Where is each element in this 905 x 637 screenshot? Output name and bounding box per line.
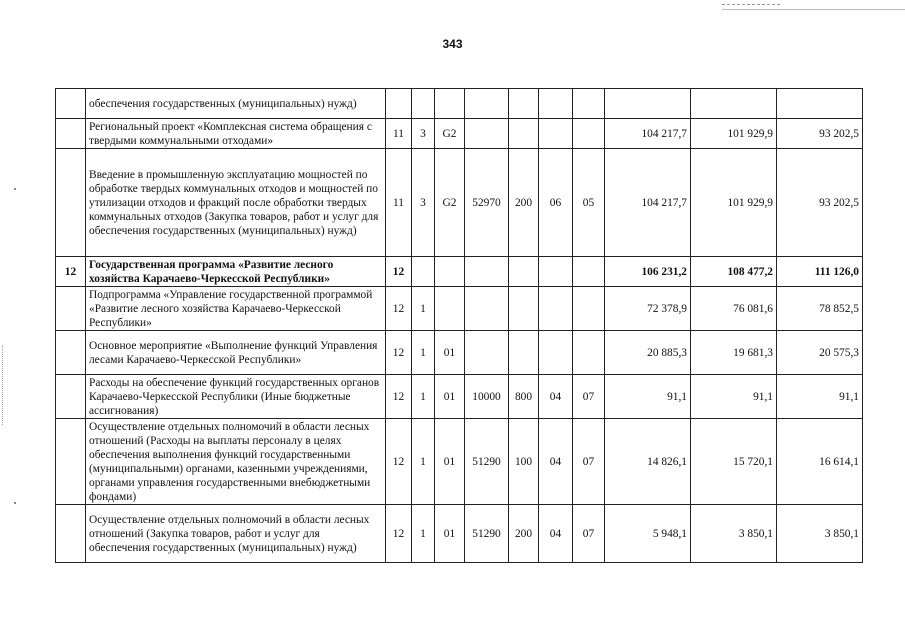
item-name-cell: обеспечения государственных (муниципальных) нужд) xyxy=(86,89,386,119)
program-code-cell: 11 xyxy=(386,119,412,149)
section-cell: 04 xyxy=(539,419,573,505)
table-row xyxy=(56,419,863,505)
direction-code-cell xyxy=(465,331,509,375)
amount-year1-cell xyxy=(605,89,691,119)
item-name-cell: Основное мероприятие «Выполнение функций Управления лесами Карачаево-Черкесской Республики» xyxy=(86,331,386,375)
direction-code-cell: 10000 xyxy=(465,375,509,419)
amount-year2-cell: 108 477,2 xyxy=(691,257,777,287)
amount-year1-cell: 72 378,9 xyxy=(605,287,691,331)
amount-year2-cell: 76 081,6 xyxy=(691,287,777,331)
subsection-cell: 05 xyxy=(573,149,605,257)
activity-code-cell xyxy=(435,257,465,287)
subprogram-code-cell xyxy=(412,257,435,287)
direction-code-cell xyxy=(465,89,509,119)
amount-year1-cell: 91,1 xyxy=(605,375,691,419)
amount-year2-cell: 101 929,9 xyxy=(691,149,777,257)
table-row xyxy=(56,505,863,563)
subsection-cell xyxy=(573,257,605,287)
page-number: 343 xyxy=(442,37,463,51)
expense-type-cell: 800 xyxy=(509,375,539,419)
expense-type-cell: 100 xyxy=(509,419,539,505)
table-row xyxy=(56,89,863,119)
amount-year3-cell: 91,1 xyxy=(777,375,863,419)
direction-code-cell xyxy=(465,287,509,331)
amount-year1-cell: 20 885,3 xyxy=(605,331,691,375)
expense-type-cell: 200 xyxy=(509,149,539,257)
margin-scan-marks xyxy=(2,345,5,425)
amount-year1-cell: 5 948,1 xyxy=(605,505,691,563)
subsection-cell xyxy=(573,89,605,119)
section-cell: 06 xyxy=(539,149,573,257)
item-name-cell: Осуществление отдельных полномочий в области лесных отношений (Расходы на выплаты персоналу в целях обеспечения выполнения функций государственными (муниципальными) органами, казенными учреждениями, органами управления государственными внебюджетными фондами) xyxy=(86,419,386,505)
section-cell xyxy=(539,287,573,331)
amount-year1-cell: 104 217,7 xyxy=(605,149,691,257)
table-row xyxy=(56,287,863,331)
item-name-cell: Введение в промышленную эксплуатацию мощностей по обработке твердых коммунальных отходов и мощностей по утилизации отходов и фракций после обработки твердых коммунальных отходов (Закупка товаров, работ и услуг для обеспечения государственных (муниципальных) нужд) xyxy=(86,149,386,257)
program-code-cell: 12 xyxy=(386,505,412,563)
amount-year3-cell: 20 575,3 xyxy=(777,331,863,375)
program-code-cell: 12 xyxy=(386,375,412,419)
subprogram-code-cell: 3 xyxy=(412,119,435,149)
amount-year3-cell: 93 202,5 xyxy=(777,149,863,257)
amount-year3-cell: 93 202,5 xyxy=(777,119,863,149)
subsection-cell xyxy=(573,119,605,149)
section-cell xyxy=(539,331,573,375)
expense-type-cell: 200 xyxy=(509,505,539,563)
direction-code-cell xyxy=(465,257,509,287)
program-code-cell: 12 xyxy=(386,287,412,331)
row-number-cell: 12 xyxy=(56,257,86,287)
section-cell: 04 xyxy=(539,505,573,563)
program-code-cell xyxy=(386,89,412,119)
amount-year3-cell: 3 850,1 xyxy=(777,505,863,563)
expense-type-cell xyxy=(509,287,539,331)
table-row xyxy=(56,257,863,287)
section-cell: 04 xyxy=(539,375,573,419)
subprogram-code-cell: 3 xyxy=(412,149,435,257)
amount-year2-cell: 101 929,9 xyxy=(691,119,777,149)
subprogram-code-cell xyxy=(412,89,435,119)
amount-year3-cell xyxy=(777,89,863,119)
activity-code-cell: G2 xyxy=(435,149,465,257)
table-row xyxy=(56,375,863,419)
section-cell xyxy=(539,119,573,149)
section-cell xyxy=(539,257,573,287)
activity-code-cell xyxy=(435,89,465,119)
amount-year2-cell: 91,1 xyxy=(691,375,777,419)
activity-code-cell: G2 xyxy=(435,119,465,149)
subprogram-code-cell: 1 xyxy=(412,375,435,419)
top-dash-line xyxy=(722,4,780,5)
amount-year2-cell: 15 720,1 xyxy=(691,419,777,505)
section-cell xyxy=(539,89,573,119)
activity-code-cell: 01 xyxy=(435,419,465,505)
item-name-cell: Расходы на обеспечение функций государственных органов Карачаево-Черкесской Республики (Иные бюджетные ассигнования) xyxy=(86,375,386,419)
amount-year1-cell: 104 217,7 xyxy=(605,119,691,149)
budget-table xyxy=(55,88,863,563)
program-code-cell: 12 xyxy=(386,257,412,287)
subsection-cell: 07 xyxy=(573,375,605,419)
row-number-cell xyxy=(56,505,86,563)
amount-year2-cell: 19 681,3 xyxy=(691,331,777,375)
expense-type-cell xyxy=(509,331,539,375)
direction-code-cell: 52970 xyxy=(465,149,509,257)
subprogram-code-cell: 1 xyxy=(412,505,435,563)
activity-code-cell: 01 xyxy=(435,505,465,563)
amount-year2-cell xyxy=(691,89,777,119)
activity-code-cell: 01 xyxy=(435,331,465,375)
subprogram-code-cell: 1 xyxy=(412,331,435,375)
row-number-cell xyxy=(56,419,86,505)
row-number-cell xyxy=(56,287,86,331)
table-row xyxy=(56,331,863,375)
program-code-cell: 11 xyxy=(386,149,412,257)
top-edge-line xyxy=(722,9,905,10)
subprogram-code-cell: 1 xyxy=(412,419,435,505)
row-number-cell xyxy=(56,331,86,375)
amount-year2-cell: 3 850,1 xyxy=(691,505,777,563)
amount-year3-cell: 16 614,1 xyxy=(777,419,863,505)
subsection-cell: 07 xyxy=(573,505,605,563)
subsection-cell: 07 xyxy=(573,419,605,505)
item-name-cell: Подпрограмма «Управление государственной программой «Развитие лесного хозяйства Карачаево-Черкесской Республики» xyxy=(86,287,386,331)
subprogram-code-cell: 1 xyxy=(412,287,435,331)
direction-code-cell: 51290 xyxy=(465,505,509,563)
item-name-cell: Региональный проект «Комплексная система обращения с твердыми коммунальными отходами» xyxy=(86,119,386,149)
amount-year3-cell: 78 852,5 xyxy=(777,287,863,331)
amount-year1-cell: 14 826,1 xyxy=(605,419,691,505)
item-name-cell: Государственная программа «Развитие лесного хозяйства Карачаево-Черкесской Республики» xyxy=(86,257,386,287)
table-row xyxy=(56,149,863,257)
expense-type-cell xyxy=(509,119,539,149)
amount-year3-cell: 111 126,0 xyxy=(777,257,863,287)
margin-dot xyxy=(14,502,16,504)
program-code-cell: 12 xyxy=(386,419,412,505)
row-number-cell xyxy=(56,149,86,257)
program-code-cell: 12 xyxy=(386,331,412,375)
table-row xyxy=(56,119,863,149)
row-number-cell xyxy=(56,119,86,149)
expense-type-cell xyxy=(509,89,539,119)
subsection-cell xyxy=(573,331,605,375)
direction-code-cell: 51290 xyxy=(465,419,509,505)
row-number-cell xyxy=(56,375,86,419)
activity-code-cell xyxy=(435,287,465,331)
direction-code-cell xyxy=(465,119,509,149)
row-number-cell xyxy=(56,89,86,119)
amount-year1-cell: 106 231,2 xyxy=(605,257,691,287)
margin-dot xyxy=(14,188,16,190)
subsection-cell xyxy=(573,287,605,331)
item-name-cell: Осуществление отдельных полномочий в области лесных отношений (Закупка товаров, работ и услуг для обеспечения государственных (муниципальных) нужд) xyxy=(86,505,386,563)
activity-code-cell: 01 xyxy=(435,375,465,419)
expense-type-cell xyxy=(509,257,539,287)
